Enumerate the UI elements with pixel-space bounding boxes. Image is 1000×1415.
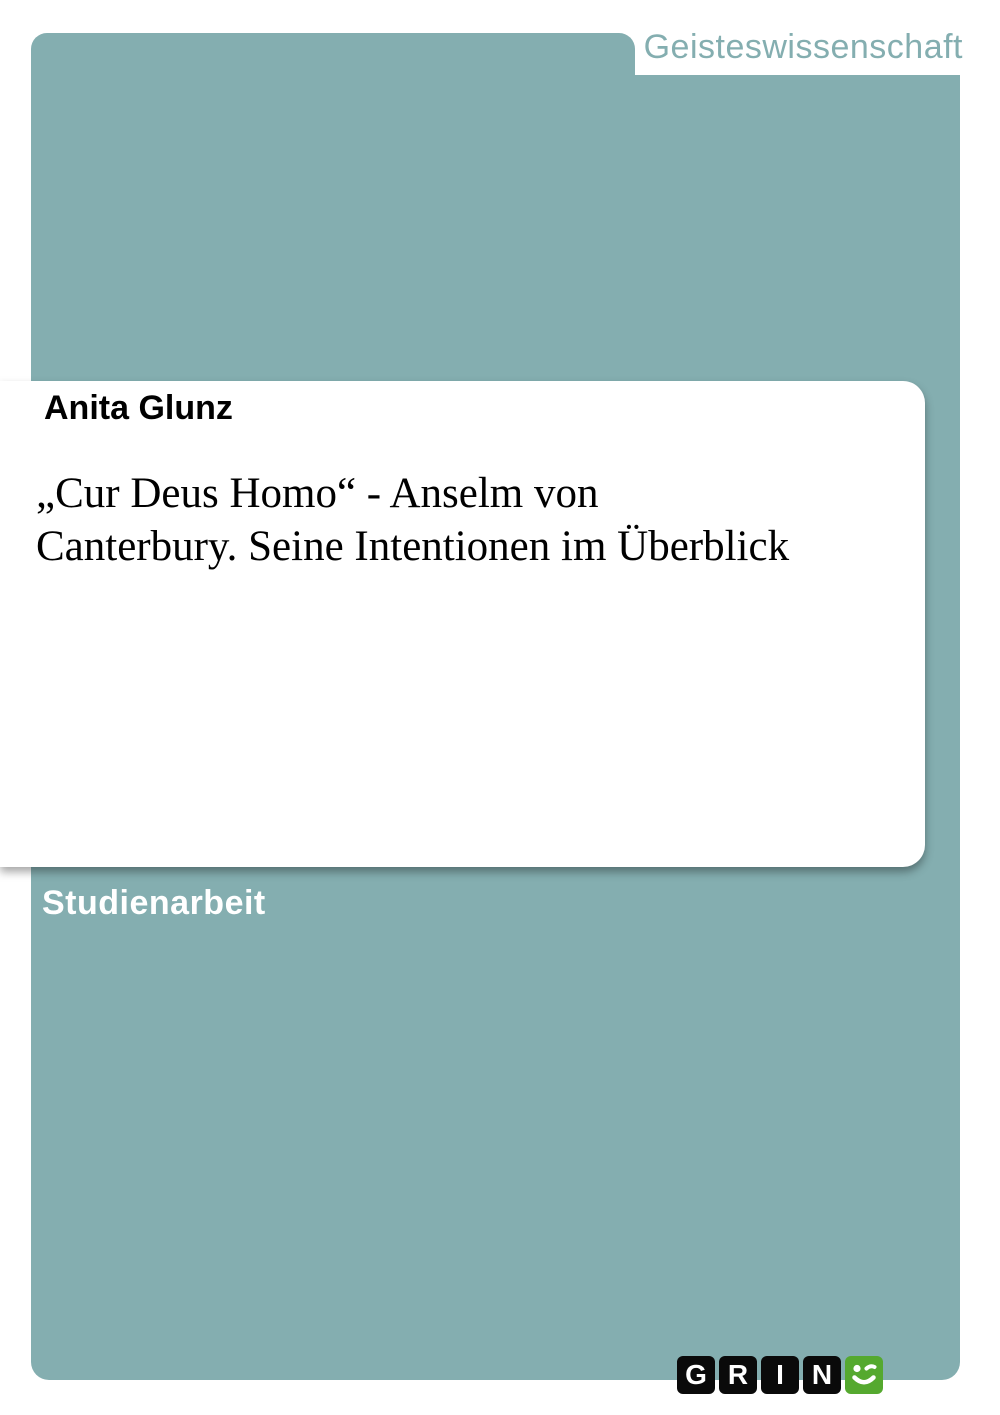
logo-letter-tile — [719, 1356, 757, 1394]
document-type-label: Studienarbeit — [42, 884, 266, 922]
logo-letter-tile — [677, 1356, 715, 1394]
cover-background-tab — [31, 33, 635, 81]
logo-letter-tile — [761, 1356, 799, 1394]
category-label: Geisteswissenschaft — [643, 28, 963, 66]
title-card — [0, 381, 925, 867]
logo-smiley-tile — [845, 1356, 883, 1394]
logo-letter-tile — [803, 1356, 841, 1394]
grin-logo — [677, 1356, 883, 1394]
author-name: Anita Glunz — [44, 389, 233, 427]
logo-letter-n: N — [811, 1359, 833, 1390]
document-title — [36, 467, 916, 573]
logo-letter-i: I — [776, 1359, 784, 1390]
title-line-2: Canterbury. Seine Intentionen im Überblick — [36, 523, 790, 570]
smiley-icon — [845, 1356, 883, 1394]
logo-letter-r: R — [727, 1359, 749, 1390]
logo-letter-g: G — [685, 1359, 707, 1390]
title-line-1: „Cur Deus Homo“ - Anselm von — [36, 470, 599, 517]
